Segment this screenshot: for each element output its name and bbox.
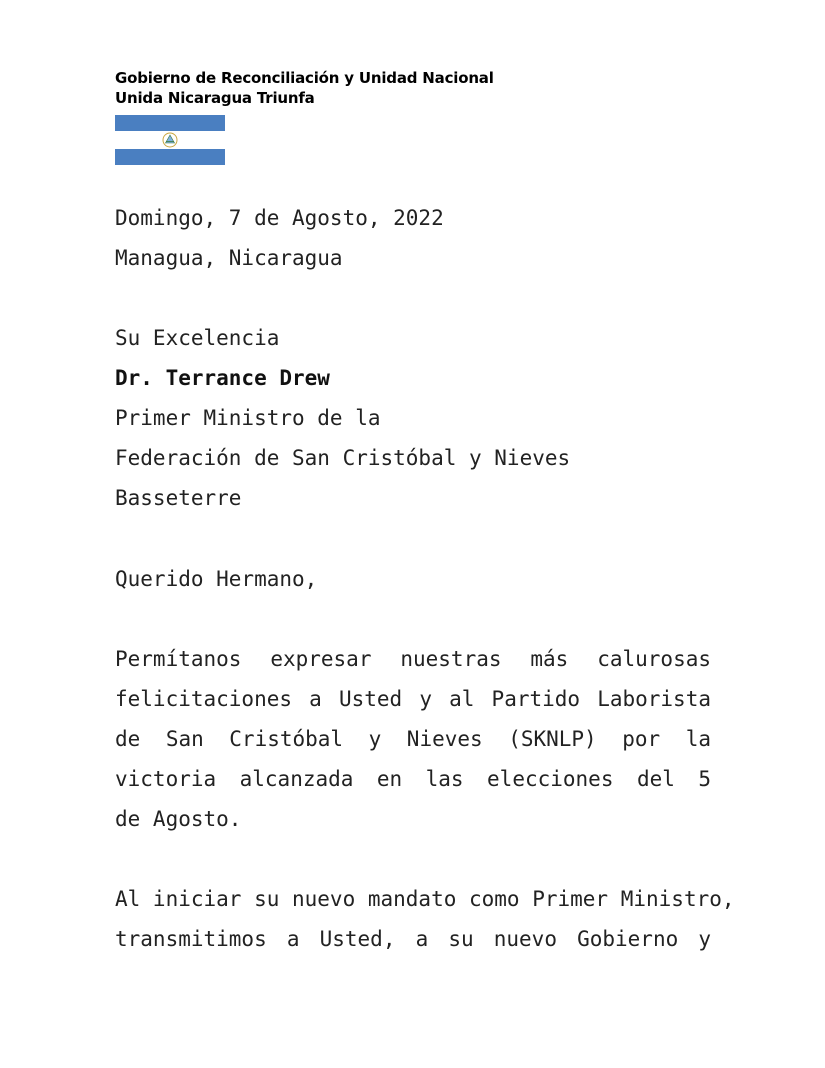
paragraph-line: de Agosto.	[115, 807, 242, 831]
recipient-name: Dr. Terrance Drew	[115, 366, 330, 390]
date-line: Domingo, 7 de Agosto, 2022	[115, 206, 444, 230]
coat-of-arms-icon	[162, 132, 178, 148]
place-line: Managua, Nicaragua	[115, 246, 343, 270]
letterhead-slogan: Unida Nicaragua Triunfa	[115, 89, 315, 107]
paragraph-line: Permítanos expresar nuestras más calurosas	[115, 647, 711, 671]
recipient-salutation: Su Excelencia	[115, 326, 280, 350]
paragraph-line: Al iniciar su nuevo mandato como Primer Ministro,	[115, 887, 735, 911]
paragraph-line: victoria alcanzada en las elecciones del 5	[115, 767, 711, 791]
letterhead	[115, 68, 494, 108]
nicaragua-flag-icon	[115, 115, 225, 165]
recipient-title-line2: Federación de San Cristóbal y Nieves	[115, 446, 571, 470]
paragraph-line: felicitaciones a Usted y al Partido Laborista	[115, 687, 711, 711]
greeting: Querido Hermano,	[115, 567, 318, 591]
paragraph-line: de San Cristóbal y Nieves (SKNLP) por la	[115, 727, 711, 751]
recipient-city: Basseterre	[115, 486, 242, 510]
paragraph-line: transmitimos a Usted, a su nuevo Gobierno y	[115, 927, 711, 951]
paragraph-new-mandate	[115, 879, 735, 959]
flag-top-band	[115, 115, 225, 131]
flag-bottom-band	[115, 149, 225, 165]
letterhead-government-name: Gobierno de Reconciliación y Unidad Nacional	[115, 69, 494, 87]
paragraph-congratulations	[115, 639, 711, 839]
recipient-title-line1: Primer Ministro de la	[115, 406, 381, 430]
